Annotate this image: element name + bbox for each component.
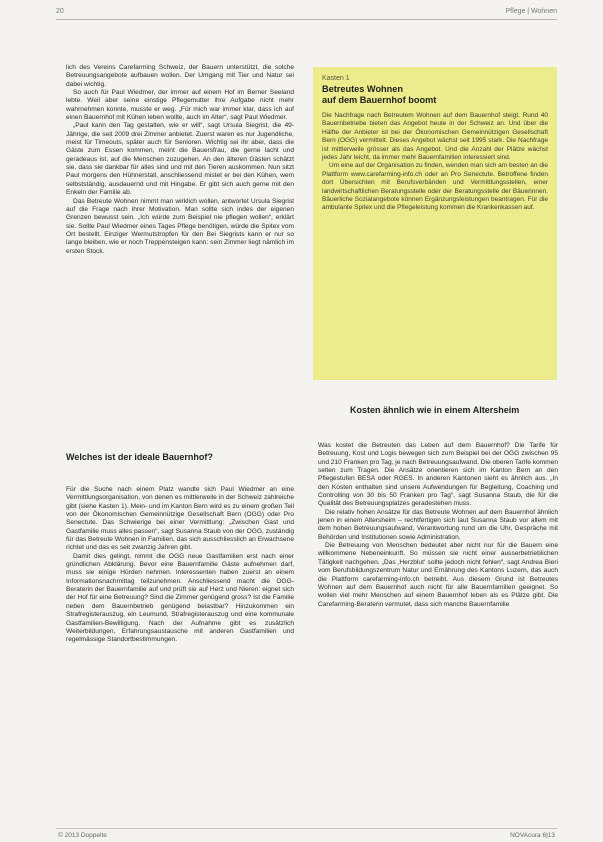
paragraph: Damit dies gelingt, nimmt die OGG neue Gastfamilien erst nach einer gründlichen Abklärung. Bevor eine Bauernfamilie Gäste aufnehmen darf, muss sie einige Hürden nehmen. Interessenten haben zuerst an einem Informationsnachmittag teilzunehmen. Anschliessend macht die OGG-Beraterin der Bauernfamilie auf und prüft sie auf Herz und Nieren: eignet sich der Hof für eine Betreuung? Sind die Zimmer genügend gross? Ist die Familie neben dem Bauernbetrieb genügend belastbar? Hinzukommen ein Strafregisterauszug, ein Leumund, Strafregisterauszug und eine kommunale Gastfamilien-Bewilligung. Nach der Aufnahme gibt es zusätzlich Weiterbildungen, Erfahrungsaustausche mit anderen Gastfamilien und regelmässige Standortbestimmungen. bbox=[66, 552, 294, 644]
paragraph: So auch für Paul Wiedmer, der immer auf einem Hof im Berner Seeland lebte. Weil aber seine einstige Pflegemutter ihre Aufgabe nicht mehr wahrnehmen konnte, musste er weg. „Für mich war immer klar, dass ich auf einen Bauernhof mit Kühen leben wollte, auch im Alter“, sagt Paul Wiedmer. bbox=[66, 89, 294, 122]
paragraph: lich des Vereins Carefarming Schweiz, der Bauern unterstützt, die solche Betreuungsangebote aufbauen wollen. Der Umgang mit Tier und Natur sei dabei wichtig. bbox=[66, 64, 294, 88]
paragraph: Was kostet die Betreuten das Leben auf dem Bauernhof? Die Tarife für Betreuung, Kost und Logis bewegen sich zum Beispiel bei der OGG zwischen 95 und 210 Franken pro Tag, je nach Betreuungsaufwand. Die oberen Tarife kommen selten zum Tragen. Die Ansätze orientieren sich im Kanton Bern an den Pflegestufen BESA oder RGES. In anderen Kantonen sieht es ähnlich aus. „In den Kosten enthalten sind unsere Aufwendungen für Begleitung, Coaching und Controlling von 30 bis 50 Franken pro Tag“, sagt Susanna Staub, die für die Qualität des Betreuungsplatzes geradestehen muss. bbox=[318, 442, 558, 508]
info-box-title bbox=[322, 84, 548, 106]
left-column-bottom bbox=[66, 486, 294, 645]
right-column bbox=[318, 442, 558, 609]
paragraph: Die relativ hohen Ansätze für das Betreute Wohnen auf dem Bauernhof ähnlich jenen in einem Altersheim – rechtfertigen sich laut Susanna Staub vor allem mit dem hohen Betreuungsaufwand, Verantwortung rund um die Uhr, Gespräche mit Behörden und Institutionen sowie Administration. bbox=[318, 508, 558, 541]
section-heading-ideal-farm: Welches ist der ideale Bauernhof? bbox=[66, 452, 213, 462]
paragraph: Das Betreute Wohnen nimmt man wirklich wollen, antwortet Ursula Siegrist auf die Frage nach ihrer Motivation. Man sollte sich indes der eigenen Grenzen bewusst sein. „Ich würde zum Beispiel nie pflegen wollen“, erklärt sie. Sollte Paul Wiedmer eines Tages Pflege benötigen, würde die Spitex vom Ort bestellt. Einziger Wermutstropfen für den Bei Siegrists kann er nur so lange bleiben, wie er noch Treppensteigen kann: sein Zimmer liegt nämlich im ersten Stock. bbox=[66, 197, 294, 255]
paragraph: Für die Suche nach einem Platz wandte sich Paul Wiedmer an eine Vermittlungsorganisation, von denen es mittlerweile in der Schweiz zahlreiche gibt (siehe Kasten 1). Mein- und im Kanton Bern wird es zu einem großen Teil von der Ökonomischen Gemeinnützige Gesellschaft Bern (OGG) oder Pro Senectute. Das Schwierige bei einer Vermittlung: „Zwischen Gast und Gastfamilie muss alles passen“, sagt Susanna Staub von der OGG, zuständig für das Betreute Wohnen in Familien, das sich ausschliesslich an Erwachsene richtet und das es seit zwanzig Jahren gibt. bbox=[66, 486, 294, 552]
paragraph: Die Betreuung von Menschen bedeutet aber nicht nur für die Bauern eine willkommene Nebeneinkunft. So müssen sie nicht einer ausserbetrieblichen Tätigkeit nachgehen. „Das ‚Herzblut‘ sollte jedoch nicht fehlen“, sagt Andrea Bieri vom Berufsbildungszentrum Natur und Ernährung des Kantons Luzern, das auch die Plattform carefarming-info.ch betreibt. Aus diesem Grund ist Betreutes Wohnen auf dem Bauernhof auch nicht für alle Bauernfamilien geeignet. So wollen viel mehr Menschen auf einem Bauernhof leben als es Plätze gibt. Die Carefarming-Beraterin vermutet, dass sich manche Bauernfamilie bbox=[318, 542, 558, 608]
info-box-paragraph: Um eine auf der Organisation zu finden, wenden man sich am besten an die Plattform www.carefarming-info.ch oder an Pro Senectute. Betroffene finden dort Übersichten mit Berufsverbänden und Vermittlungsstellen, einer landwirtschaftlichen Beratungsstelle oder der Beratungsstelle der Bäuerinnen. Bäuerliche Sozialangebote können Ergänzungsleistungen beantragen. Für die ambulante Spitex und die Pflegeleistung kommen die Krankenkassen auf. bbox=[322, 162, 548, 212]
footer-issue: NOVAcura 6|13 bbox=[510, 832, 555, 839]
info-box bbox=[313, 67, 557, 380]
header-rule bbox=[56, 19, 557, 20]
left-column-top bbox=[66, 64, 294, 256]
section-header: Pflege | Wohnen bbox=[505, 8, 557, 15]
footer-copyright: © 2013 Doppelte bbox=[58, 832, 107, 839]
footer-rule bbox=[56, 828, 557, 829]
info-box-title-line: Betreutes Wohnen bbox=[322, 84, 403, 94]
info-box-label: Kasten 1 bbox=[322, 75, 350, 82]
info-box-paragraph: Die Nachfrage nach Betreutem Wohnen auf dem Bauernhof steigt. Rund 40 Bauernbetriebe bieten das Angebot heute in der Schweiz an. Und über die Hälfte der Anbieter ist bei der Ökonomischen Gemeinnützigen Gesellschaft Bern (OGG) vermittelt. Dieses Angebot wächst seit 1995 stark. Die Nachfrage ist mittlerweile grösser als das Angebot. Und die Anzahl der Plätze wächst jedes Jahr leicht, da immer mehr Bauernfamilien interessiert sind. bbox=[322, 112, 548, 162]
paragraph: „Paul kann den Tag gestalten, wie er will“, sagt Ursula Siegrist, die 49-Jährige, die seit 2009 drei Zimmer anbietet. Zuerst waren es nur Jugendliche, meist für Timeouts, später auch für Senioren. Wichtig sei ihr aber, dass die Gäste zum Essen kommen, meint die Bauersfrau, die gerne lacht und geradeaus ist, auf die Menschen zuzugehen. An den älteren Gästen schätzt sie, dass sie dankbar für alles sind und mit den Tieren auskommen. Nun sitzt Paul morgens den Hühnerstall, anschliessend mistet er bei den Kühen, wem selbstständig, ausdauernd und mit Hingabe. Er gibt sich auch gerne mit den Enkeln der Familie ab. bbox=[66, 122, 294, 197]
section-heading-costs: Kosten ähnlich wie in einem Altersheim bbox=[350, 405, 520, 415]
info-box-title-line: auf dem Bauernhof boomt bbox=[322, 95, 437, 105]
page-number: 20 bbox=[56, 8, 64, 15]
